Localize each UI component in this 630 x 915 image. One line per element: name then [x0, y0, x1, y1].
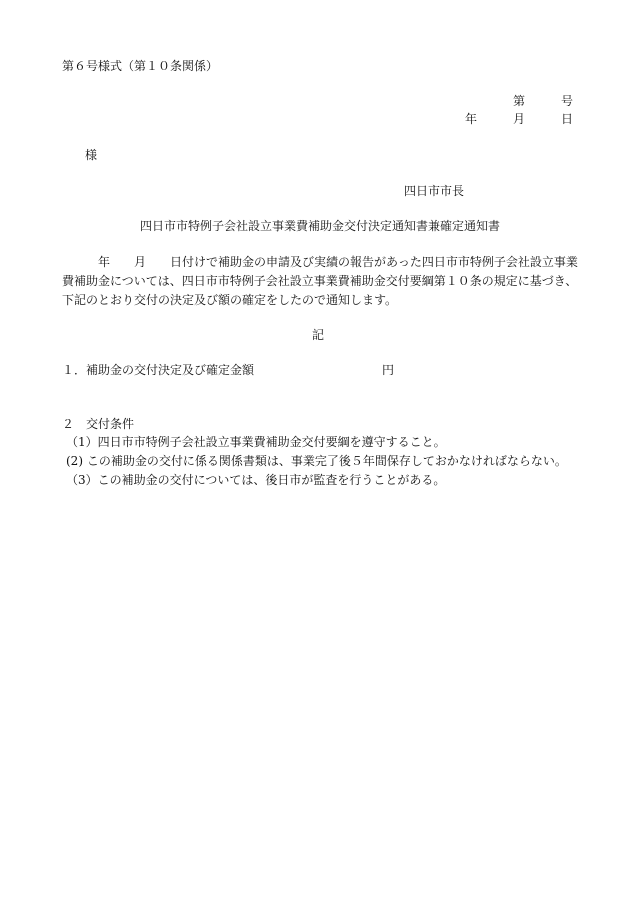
condition-item: （1）四日市市特例子会社設立事業費補助金交付要綱を遵守すること。 — [66, 435, 446, 449]
ki-heading: 記 — [312, 328, 325, 342]
addressee: 様 — [85, 148, 98, 162]
body-text-line: 費補助金については、四日市市特例子会社設立事業費補助金交付要綱第１０条の規定に基づき、 — [62, 274, 578, 288]
sender: 四日市市長 — [404, 184, 465, 198]
document-date: 年 月 日 — [464, 112, 573, 126]
item1-unit: 円 — [382, 363, 395, 377]
item2-label: ２ 交付条件 — [62, 417, 135, 431]
document-number: 第 号 — [512, 94, 573, 108]
condition-item: （3）この補助金の交付については、後日市が監査を行うことがある。 — [66, 473, 446, 487]
body-text-line: 年 月 日付けで補助金の申請及び実績の報告があった四日市市特例子会社設立事業 — [62, 255, 578, 269]
document-title: 四日市市特例子会社設立事業費補助金交付決定通知書兼確定通知書 — [140, 219, 501, 233]
body-text-line: 下記のとおり交付の決定及び額の確定をしたので通知します。 — [62, 293, 398, 307]
item1-label: １．補助金の交付決定及び確定金額 — [62, 363, 255, 377]
form-label: 第６号様式（第１０条関係） — [62, 59, 219, 73]
condition-item: (2) この補助金の交付に係る関係書類は、事業完了後５年間保存しておかなければならない。 — [66, 454, 567, 468]
